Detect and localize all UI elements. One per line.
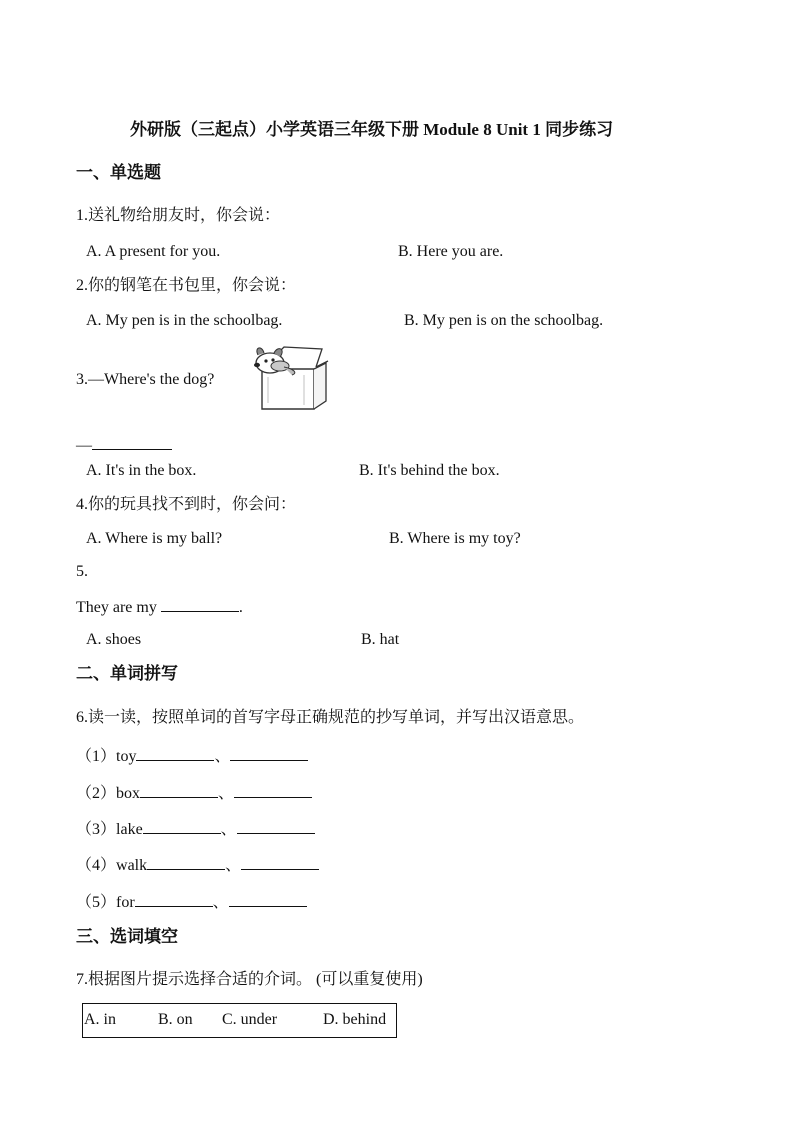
meaning-blank[interactable] bbox=[241, 855, 319, 870]
spelling-item bbox=[76, 819, 315, 838]
spelling-item-word: box bbox=[116, 785, 141, 802]
copy-word-blank[interactable] bbox=[140, 783, 218, 798]
meaning-blank[interactable] bbox=[229, 892, 307, 907]
spelling-item-word: lake bbox=[116, 821, 143, 838]
meaning-blank[interactable] bbox=[234, 783, 312, 798]
word-option-d: D. behind bbox=[323, 1011, 387, 1028]
copy-word-blank[interactable] bbox=[147, 855, 225, 870]
question-5-stem: They are my bbox=[76, 599, 157, 616]
separator: 、 bbox=[220, 821, 237, 838]
copy-word-blank[interactable] bbox=[135, 892, 213, 907]
question-2-stem: 2.你的钢笔在书包里，你会说： bbox=[76, 277, 297, 294]
section-heading-single-choice: 一、单选题 bbox=[76, 163, 161, 182]
question-5-number: 5. bbox=[76, 563, 88, 580]
question-4-option-b: B. Where is my toy? bbox=[389, 530, 521, 547]
question-3-option-b: B. It's behind the box. bbox=[359, 462, 500, 479]
question-2-option-b: B. My pen is on the schoolbag. bbox=[404, 312, 604, 329]
question-5-option-a: A. shoes bbox=[86, 631, 142, 648]
question-2-option-a: A. My pen is in the schoolbag. bbox=[86, 312, 283, 329]
spelling-item-word: walk bbox=[116, 857, 148, 874]
question-5-period: . bbox=[238, 599, 243, 616]
spelling-item-number: （2） bbox=[76, 785, 117, 802]
question-1-option-a: A. A present for you. bbox=[86, 243, 221, 260]
question-3-stem: 3.—Where's the dog? bbox=[76, 371, 215, 388]
word-option-b: B. on bbox=[158, 1011, 193, 1028]
page-title: 外研版（三起点）小学英语三年级下册 Module 8 Unit 1 同步练习 bbox=[130, 120, 614, 139]
dog-in-box-picture bbox=[244, 343, 330, 413]
question-7-stem: 7.根据图片提示选择合适的介词。 (可以重复使用) bbox=[76, 971, 423, 988]
word-option-a: A. in bbox=[84, 1011, 116, 1028]
answer-blank[interactable] bbox=[92, 435, 172, 450]
spelling-item bbox=[76, 783, 312, 802]
spelling-item-number: （3） bbox=[76, 821, 117, 838]
separator: 、 bbox=[212, 894, 229, 911]
spelling-item-word: for bbox=[116, 894, 135, 911]
word-options-box bbox=[82, 1003, 397, 1038]
spelling-item-number: （4） bbox=[76, 857, 117, 874]
question-4-option-a: A. Where is my ball? bbox=[86, 530, 223, 547]
question-1-stem: 1.送礼物给朋友时，你会说： bbox=[76, 207, 281, 224]
meaning-blank[interactable] bbox=[237, 819, 315, 834]
spelling-item bbox=[76, 892, 307, 911]
copy-word-blank[interactable] bbox=[143, 819, 221, 834]
spelling-item bbox=[76, 746, 308, 765]
question-1-option-b: B. Here you are. bbox=[398, 243, 504, 260]
spelling-item-number: （5） bbox=[76, 894, 117, 911]
question-5-option-b: B. hat bbox=[361, 631, 400, 648]
separator: 、 bbox=[225, 857, 242, 874]
answer-blank[interactable] bbox=[161, 597, 239, 612]
copy-word-blank[interactable] bbox=[136, 746, 214, 761]
section-heading-spelling: 二、单词拼写 bbox=[76, 664, 178, 683]
answer-dash: — bbox=[76, 437, 92, 454]
separator: 、 bbox=[214, 748, 231, 765]
spelling-item-number: （1） bbox=[76, 748, 117, 765]
question-3-answer-line[interactable] bbox=[76, 435, 172, 454]
question-4-stem: 4.你的玩具找不到时，你会问： bbox=[76, 496, 297, 513]
word-option-c: C. under bbox=[222, 1011, 278, 1028]
spelling-item bbox=[76, 855, 319, 874]
meaning-blank[interactable] bbox=[230, 746, 308, 761]
question-6-stem: 6.读一读，按照单词的首写字母正确规范的抄写单词，并写出汉语意思。 bbox=[76, 709, 585, 726]
section-heading-fill-in: 三、选词填空 bbox=[76, 927, 178, 946]
spelling-item-word: toy bbox=[116, 748, 137, 765]
question-5-stem-line bbox=[76, 597, 243, 616]
separator: 、 bbox=[218, 785, 235, 802]
question-3-option-a: A. It's in the box. bbox=[86, 462, 197, 479]
